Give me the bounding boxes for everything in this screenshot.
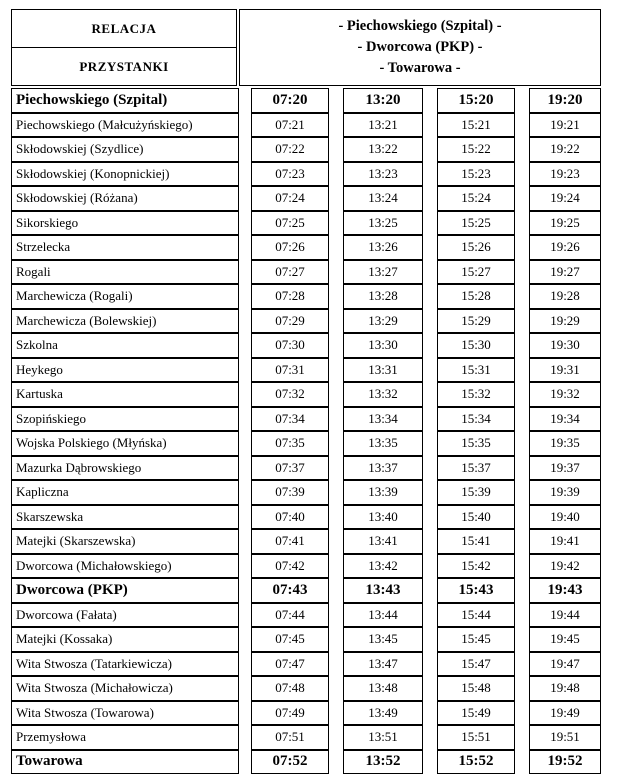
departure-time: 13:29: [343, 309, 423, 334]
departure-time: 13:24: [343, 186, 423, 211]
stop-name: Szkolna: [11, 333, 239, 358]
stop-name: Szopińskiego: [11, 407, 239, 432]
column-gap: [515, 358, 529, 383]
column-gap: [423, 333, 437, 358]
departure-time: 07:43: [251, 578, 329, 603]
column-gap: [329, 431, 343, 456]
column-gap: [329, 480, 343, 505]
column-gap: [329, 554, 343, 579]
stop-name: Wojska Polskiego (Młyńska): [11, 431, 239, 456]
departure-time: 07:27: [251, 260, 329, 285]
departure-time: 15:25: [437, 211, 515, 236]
column-gap: [515, 456, 529, 481]
column-gap: [515, 186, 529, 211]
departure-time: 13:32: [343, 382, 423, 407]
departure-time: 19:21: [529, 113, 601, 138]
departure-time: 07:23: [251, 162, 329, 187]
stop-name: Piechowskiego (Małcużyńskiego): [11, 113, 239, 138]
departure-time: 07:21: [251, 113, 329, 138]
departure-time: 19:29: [529, 309, 601, 334]
column-gap: [515, 676, 529, 701]
column-gap: [239, 186, 251, 211]
departure-time: 19:44: [529, 603, 601, 628]
departure-time: 19:41: [529, 529, 601, 554]
column-gap: [239, 137, 251, 162]
column-gap: [239, 480, 251, 505]
departure-time: 13:22: [343, 137, 423, 162]
timetable-row: [11, 235, 601, 260]
column-gap: [515, 431, 529, 456]
departure-time: 13:34: [343, 407, 423, 432]
timetable-row: [11, 358, 601, 383]
departure-time: 07:31: [251, 358, 329, 383]
departure-time: 15:37: [437, 456, 515, 481]
departure-time: 13:49: [343, 701, 423, 726]
departure-time: 07:29: [251, 309, 329, 334]
departure-time: 13:23: [343, 162, 423, 187]
departure-time: 07:42: [251, 554, 329, 579]
departure-time: 13:21: [343, 113, 423, 138]
departure-time: 15:26: [437, 235, 515, 260]
timetable-row: [11, 431, 601, 456]
timetable-row-major: [11, 88, 601, 113]
column-gap: [239, 260, 251, 285]
departure-time: 13:31: [343, 358, 423, 383]
departure-time: 07:39: [251, 480, 329, 505]
stop-name: Kapliczna: [11, 480, 239, 505]
timetable-row: [11, 554, 601, 579]
timetable-row-major: [11, 578, 601, 603]
departure-time: 19:35: [529, 431, 601, 456]
column-gap: [423, 431, 437, 456]
route-line: - Piechowskiego (Szpital) -: [338, 16, 501, 37]
timetable-row: [11, 480, 601, 505]
stop-name: Wita Stwosza (Tatarkiewicza): [11, 652, 239, 677]
departure-time: 15:44: [437, 603, 515, 628]
departure-time: 13:48: [343, 676, 423, 701]
column-gap: [239, 309, 251, 334]
column-gap: [329, 529, 343, 554]
stop-name: Skarszewska: [11, 505, 239, 530]
column-gap: [423, 627, 437, 652]
departure-time: 15:34: [437, 407, 515, 432]
column-gap: [423, 480, 437, 505]
departure-time: 13:40: [343, 505, 423, 530]
departure-time: 13:41: [343, 529, 423, 554]
column-gap: [239, 652, 251, 677]
departure-time: 13:27: [343, 260, 423, 285]
route-line: - Dworcowa (PKP) -: [358, 37, 483, 58]
column-gap: [515, 603, 529, 628]
column-gap: [329, 260, 343, 285]
timetable-row: [11, 162, 601, 187]
column-gap: [423, 88, 437, 113]
stop-name: Kartuska: [11, 382, 239, 407]
column-gap: [239, 554, 251, 579]
timetable-sheet: [11, 9, 601, 749]
column-gap: [515, 725, 529, 750]
column-gap: [423, 505, 437, 530]
column-gap: [515, 382, 529, 407]
column-gap: [515, 578, 529, 603]
departure-time: 19:20: [529, 88, 601, 113]
departure-time: 07:30: [251, 333, 329, 358]
departure-time: 15:45: [437, 627, 515, 652]
timetable-row: [11, 701, 601, 726]
column-gap: [515, 701, 529, 726]
departure-time: 13:35: [343, 431, 423, 456]
column-gap: [239, 284, 251, 309]
column-gap: [423, 456, 437, 481]
stop-name: Dworcowa (PKP): [11, 578, 239, 603]
departure-time: 19:48: [529, 676, 601, 701]
departure-time: 07:26: [251, 235, 329, 260]
departure-time: 19:51: [529, 725, 601, 750]
column-gap: [515, 333, 529, 358]
departure-time: 13:39: [343, 480, 423, 505]
przystanki-label: PRZYSTANKI: [11, 47, 237, 86]
departure-time: 19:31: [529, 358, 601, 383]
column-gap: [239, 88, 251, 113]
column-gap: [423, 407, 437, 432]
column-gap: [329, 382, 343, 407]
column-gap: [239, 627, 251, 652]
column-gap: [515, 235, 529, 260]
column-gap: [329, 211, 343, 236]
column-gap: [515, 407, 529, 432]
stop-name: Wita Stwosza (Towarowa): [11, 701, 239, 726]
column-gap: [423, 382, 437, 407]
stop-name: Skłodowskiej (Konopnickiej): [11, 162, 239, 187]
column-gap: [329, 652, 343, 677]
column-gap: [239, 676, 251, 701]
column-gap: [515, 113, 529, 138]
departure-time: 15:29: [437, 309, 515, 334]
departure-time: 19:43: [529, 578, 601, 603]
departure-time: 15:27: [437, 260, 515, 285]
departure-time: 07:48: [251, 676, 329, 701]
column-gap: [329, 235, 343, 260]
timetable-row: [11, 725, 601, 750]
stop-name: Dworcowa (Michałowskiego): [11, 554, 239, 579]
departure-time: 15:48: [437, 676, 515, 701]
column-gap: [423, 284, 437, 309]
departure-time: 15:51: [437, 725, 515, 750]
column-gap: [515, 260, 529, 285]
departure-time: 19:30: [529, 333, 601, 358]
timetable-row: [11, 137, 601, 162]
stop-name: Towarowa: [11, 750, 239, 774]
timetable-row: [11, 382, 601, 407]
column-gap: [423, 725, 437, 750]
stop-name: Heykego: [11, 358, 239, 383]
column-gap: [423, 554, 437, 579]
column-gap: [329, 358, 343, 383]
timetable-row: [11, 260, 601, 285]
relacja-label: RELACJA: [11, 9, 237, 48]
column-gap: [515, 137, 529, 162]
departure-time: 13:25: [343, 211, 423, 236]
departure-time: 07:24: [251, 186, 329, 211]
column-gap: [515, 652, 529, 677]
column-gap: [239, 211, 251, 236]
departure-time: 15:39: [437, 480, 515, 505]
column-gap: [239, 407, 251, 432]
departure-time: 07:28: [251, 284, 329, 309]
timetable-row: [11, 627, 601, 652]
column-gap: [239, 725, 251, 750]
departure-time: 07:49: [251, 701, 329, 726]
departure-time: 07:32: [251, 382, 329, 407]
stop-name: Marchewicza (Bolewskiej): [11, 309, 239, 334]
timetable-row-major: [11, 750, 601, 774]
stop-name: Skłodowskiej (Szydlice): [11, 137, 239, 162]
departure-time: 15:28: [437, 284, 515, 309]
departure-time: 19:27: [529, 260, 601, 285]
timetable-row: [11, 505, 601, 530]
column-gap: [239, 162, 251, 187]
timetable-row: [11, 333, 601, 358]
departure-time: 07:47: [251, 652, 329, 677]
departure-time: 19:32: [529, 382, 601, 407]
column-gap: [515, 750, 529, 774]
timetable-row: [11, 407, 601, 432]
departure-time: 19:34: [529, 407, 601, 432]
departure-time: 15:47: [437, 652, 515, 677]
stop-name: Wita Stwosza (Michałowicza): [11, 676, 239, 701]
column-gap: [329, 284, 343, 309]
timetable-row: [11, 456, 601, 481]
departure-time: 15:22: [437, 137, 515, 162]
column-gap: [239, 578, 251, 603]
stop-name: Skłodowskiej (Różana): [11, 186, 239, 211]
column-gap: [515, 554, 529, 579]
departure-time: 19:40: [529, 505, 601, 530]
timetable-row: [11, 211, 601, 236]
departure-time: 19:26: [529, 235, 601, 260]
departure-time: 19:45: [529, 627, 601, 652]
departure-time: 07:34: [251, 407, 329, 432]
departure-time: 19:22: [529, 137, 601, 162]
departure-time: 19:49: [529, 701, 601, 726]
column-gap: [329, 456, 343, 481]
timetable-row: [11, 529, 601, 554]
departure-time: 07:40: [251, 505, 329, 530]
departure-time: 07:52: [251, 750, 329, 774]
column-gap: [329, 407, 343, 432]
departure-time: 19:39: [529, 480, 601, 505]
column-gap: [239, 431, 251, 456]
departure-time: 15:43: [437, 578, 515, 603]
departure-time: 15:32: [437, 382, 515, 407]
column-gap: [423, 113, 437, 138]
column-gap: [515, 309, 529, 334]
column-gap: [423, 186, 437, 211]
departure-time: 15:21: [437, 113, 515, 138]
departure-time: 15:31: [437, 358, 515, 383]
timetable-row: [11, 676, 601, 701]
departure-time: 19:37: [529, 456, 601, 481]
departure-time: 13:47: [343, 652, 423, 677]
departure-time: 19:52: [529, 750, 601, 774]
column-gap: [329, 333, 343, 358]
timetable-header: [11, 9, 601, 86]
departure-time: 13:42: [343, 554, 423, 579]
timetable-row: [11, 284, 601, 309]
column-gap: [423, 529, 437, 554]
departure-time: 07:35: [251, 431, 329, 456]
stop-name: Sikorskiego: [11, 211, 239, 236]
column-gap: [423, 235, 437, 260]
timetable-row: [11, 113, 601, 138]
departure-time: 07:41: [251, 529, 329, 554]
timetable-table: [11, 88, 601, 774]
column-gap: [239, 333, 251, 358]
stop-name: Rogali: [11, 260, 239, 285]
departure-time: 19:42: [529, 554, 601, 579]
departure-time: 15:35: [437, 431, 515, 456]
departure-time: 13:43: [343, 578, 423, 603]
column-gap: [329, 186, 343, 211]
departure-time: 19:47: [529, 652, 601, 677]
column-gap: [329, 701, 343, 726]
departure-time: 15:49: [437, 701, 515, 726]
column-gap: [239, 603, 251, 628]
stop-name: Marchewicza (Rogali): [11, 284, 239, 309]
departure-time: 13:45: [343, 627, 423, 652]
departure-time: 13:28: [343, 284, 423, 309]
column-gap: [423, 309, 437, 334]
column-gap: [423, 676, 437, 701]
departure-time: 07:44: [251, 603, 329, 628]
departure-time: 15:23: [437, 162, 515, 187]
stop-name: Mazurka Dąbrowskiego: [11, 456, 239, 481]
column-gap: [329, 578, 343, 603]
departure-time: 07:37: [251, 456, 329, 481]
timetable-row: [11, 603, 601, 628]
column-gap: [423, 162, 437, 187]
column-gap: [515, 627, 529, 652]
column-gap: [239, 529, 251, 554]
column-gap: [515, 88, 529, 113]
column-gap: [239, 456, 251, 481]
column-gap: [239, 382, 251, 407]
departure-time: 19:23: [529, 162, 601, 187]
departure-time: 15:20: [437, 88, 515, 113]
column-gap: [423, 603, 437, 628]
departure-time: 15:30: [437, 333, 515, 358]
column-gap: [239, 235, 251, 260]
departure-time: 13:20: [343, 88, 423, 113]
column-gap: [515, 284, 529, 309]
column-gap: [515, 162, 529, 187]
departure-time: 19:28: [529, 284, 601, 309]
timetable-row: [11, 309, 601, 334]
stop-name: Przemysłowa: [11, 725, 239, 750]
column-gap: [329, 113, 343, 138]
departure-time: 07:22: [251, 137, 329, 162]
column-gap: [239, 750, 251, 774]
column-gap: [329, 725, 343, 750]
column-gap: [423, 358, 437, 383]
column-gap: [423, 211, 437, 236]
stop-name: Piechowskiego (Szpital): [11, 88, 239, 113]
column-gap: [423, 701, 437, 726]
column-gap: [515, 211, 529, 236]
column-gap: [329, 603, 343, 628]
column-gap: [515, 480, 529, 505]
route-title: [239, 9, 601, 86]
stop-name: Strzelecka: [11, 235, 239, 260]
column-gap: [423, 578, 437, 603]
column-gap: [239, 505, 251, 530]
column-gap: [515, 529, 529, 554]
departure-time: 15:40: [437, 505, 515, 530]
column-gap: [423, 260, 437, 285]
timetable-row: [11, 652, 601, 677]
column-gap: [423, 750, 437, 774]
column-gap: [329, 505, 343, 530]
column-gap: [515, 505, 529, 530]
departure-time: 07:20: [251, 88, 329, 113]
departure-time: 15:41: [437, 529, 515, 554]
column-gap: [329, 750, 343, 774]
column-gap: [423, 137, 437, 162]
route-line: - Towarowa -: [379, 58, 460, 79]
departure-time: 07:51: [251, 725, 329, 750]
timetable-row: [11, 186, 601, 211]
column-gap: [329, 162, 343, 187]
stop-name: Matejki (Kossaka): [11, 627, 239, 652]
departure-time: 13:51: [343, 725, 423, 750]
column-gap: [239, 701, 251, 726]
column-gap: [329, 137, 343, 162]
departure-time: 15:52: [437, 750, 515, 774]
column-gap: [239, 358, 251, 383]
departure-time: 15:24: [437, 186, 515, 211]
departure-time: 13:26: [343, 235, 423, 260]
departure-time: 13:44: [343, 603, 423, 628]
column-gap: [329, 676, 343, 701]
column-gap: [329, 627, 343, 652]
departure-time: 13:30: [343, 333, 423, 358]
departure-time: 13:52: [343, 750, 423, 774]
column-gap: [329, 88, 343, 113]
departure-time: 15:42: [437, 554, 515, 579]
column-gap: [329, 309, 343, 334]
column-gap: [239, 113, 251, 138]
departure-time: 07:45: [251, 627, 329, 652]
departure-time: 07:25: [251, 211, 329, 236]
stop-name: Dworcowa (Fałata): [11, 603, 239, 628]
departure-time: 13:37: [343, 456, 423, 481]
stop-name: Matejki (Skarszewska): [11, 529, 239, 554]
departure-time: 19:25: [529, 211, 601, 236]
departure-time: 19:24: [529, 186, 601, 211]
column-gap: [423, 652, 437, 677]
